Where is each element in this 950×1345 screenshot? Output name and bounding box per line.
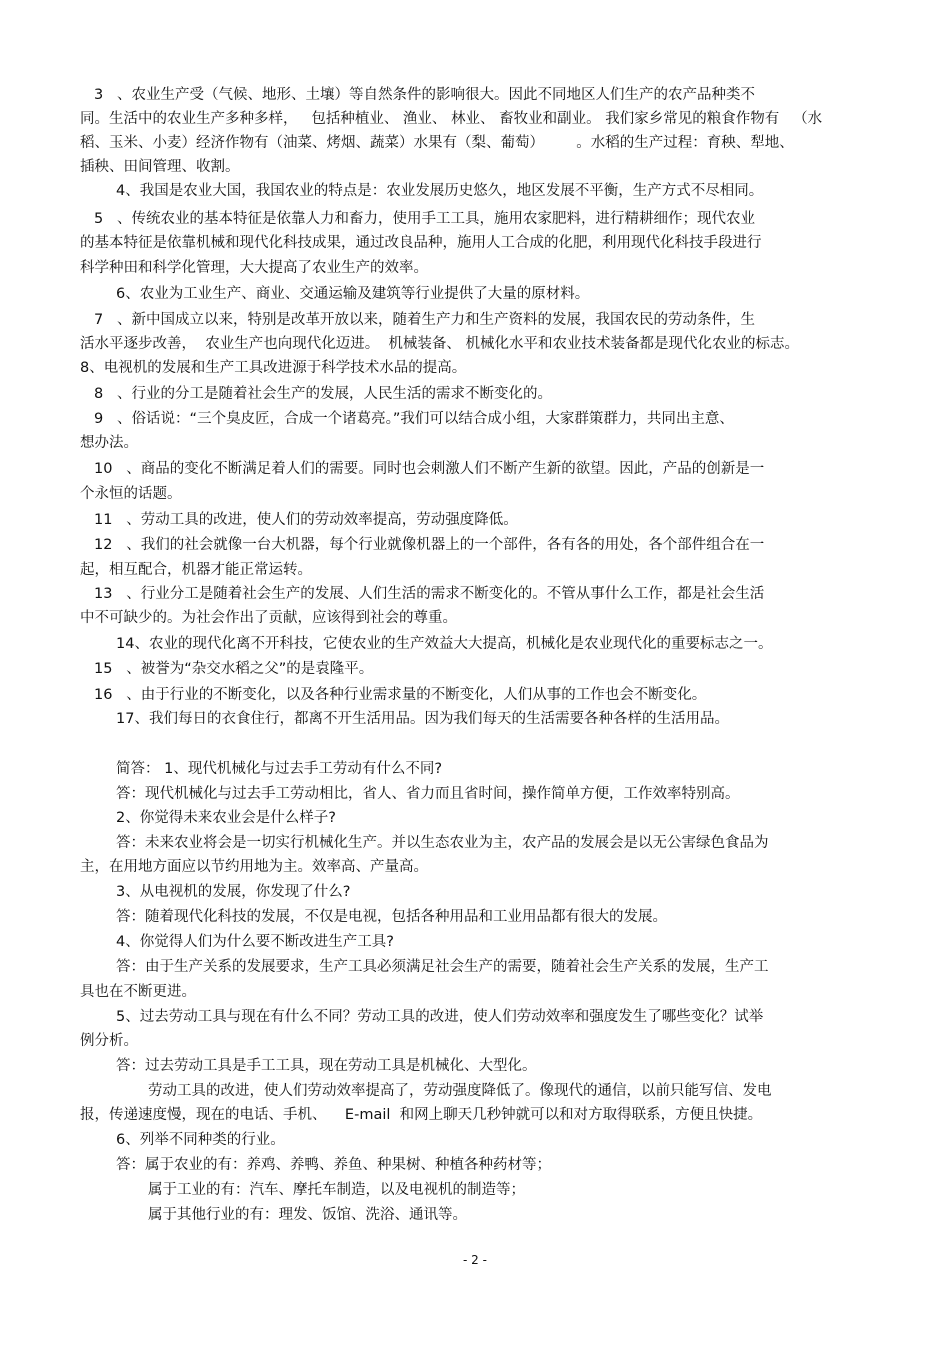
text-line: 8 、行业的分工是随着社会生产的发展，人民生活的需求不断变化的。 xyxy=(94,386,553,402)
text-line: 答：由于生产关系的发展要求，生产工具必须满足社会生产的需要，随着社会生产关系的发展，生产工 xyxy=(116,959,769,975)
text-line: 4、我国是农业大国，我国农业的特点是：农业发展历史悠久，地区发展不平衡，生产方式不尽相同。 xyxy=(116,183,764,199)
text-line: 属于其他行业的有：理发、饭馆、洗浴、通讯等。 xyxy=(148,1207,467,1223)
text-line: 14、农业的现代化离不开科技，它使农业的生产效益大大提高，机械化是农业现代化的重要标志之一。 xyxy=(116,636,773,652)
text-line: 报，传递速度慢，现在的电话、手机、 E-mail 和网上聊天几秒钟就可以和对方取得联系，方便且快捷。 xyxy=(80,1107,763,1123)
text-line: 5 、传统农业的基本特征是依靠人力和畜力，使用手工工具，施用农家肥料，进行精耕细作；现代农业 xyxy=(94,211,756,227)
text-line: 简答： 1、现代机械化与过去手工劳动有什么不同? xyxy=(116,761,443,777)
text-line: 5、过去劳动工具与现在有什么不同？劳动工具的改进，使人们劳动效率和强度发生了哪些变化？试举 xyxy=(116,1009,764,1025)
text-line: 17、我们每日的衣食住行，都离不开生活用品。因为我们每天的生活需要各种各样的生活用品。 xyxy=(116,711,729,727)
text-line: 答：现代机械化与过去手工劳动相比，省人、省力而且省时间，操作简单方便，工作效率特别高。 xyxy=(116,786,740,802)
text-line: 答：未来农业将会是一切实行机械化生产。并以生态农业为主，农产品的发展会是以无公害绿色食品为 xyxy=(116,835,769,851)
text-line: 10 、商品的变化不断满足着人们的需要。同时也会刺激人们不断产生新的欲望。因此，产品的创新是一 xyxy=(94,461,765,477)
text-line: 4、你觉得人们为什么要不断改进生产工具? xyxy=(116,934,394,950)
text-line: 具也在不断更进。 xyxy=(80,984,196,1000)
text-line: 稻、玉米、小麦）经济作物有（油菜、烤烟、蔬菜）水果有（梨、葡萄） 。水稻的生产过程：育秧、犁地、 xyxy=(80,135,794,151)
text-line: 同。生活中的农业生产多种多样， 包括种植业、 渔业、 林业、 畜牧业和副业。 我们家乡常见的粮食作物有 （水 xyxy=(80,111,823,127)
text-line: 16 、由于行业的不断变化，以及各种行业需求量的不断变化，人们从事的工作也会不断变化。 xyxy=(94,687,707,703)
text-line: 6、列举不同种类的行业。 xyxy=(116,1132,285,1148)
text-line: 答：过去劳动工具是手工工具，现在劳动工具是机械化、大型化。 xyxy=(116,1058,537,1074)
text-line: 3、从电视机的发展，你发现了什么? xyxy=(116,884,351,900)
text-line: 答：属于农业的有：养鸡、养鸭、养鱼、种果树、种植各种药材等； xyxy=(116,1157,551,1173)
text-line: 科学种田和科学化管理，大大提高了农业生产的效率。 xyxy=(80,260,428,276)
text-line: 活水平逐步改善， 农业生产也向现代化迈进。 机械装备、 机械化水平和农业技术装备都是现代化农业的标志。 xyxy=(80,336,800,352)
text-line: 11 、劳动工具的改进，使人们的劳动效率提高，劳动强度降低。 xyxy=(94,512,518,528)
text-line: 13 、行业分工是随着社会生产的发展、人们生活的需求不断变化的。不管从事什么工作，都是社会生活 xyxy=(94,586,765,602)
text-line: 2、你觉得未来农业会是什么样子? xyxy=(116,810,336,826)
text-line: 中不可缺少的。为社会作出了贡献，应该得到社会的尊重。 xyxy=(80,610,457,626)
text-line: 起，相互配合，机器才能正常运转。 xyxy=(80,562,312,578)
text-line: 9 、俗话说：“三个臭皮匠，合成一个诸葛亮。”我们可以结合成小组，大家群策群力，共同出主意、 xyxy=(94,411,734,427)
text-line: 答：随着现代化科技的发展，不仅是电视，包括各种用品和工业用品都有很大的发展。 xyxy=(116,909,667,925)
text-line: 3 、农业生产受（气候、地形、土壤）等自然条件的影响很大。因此不同地区人们生产的农产品种类不 xyxy=(94,87,756,103)
text-line: 插秧、田间管理、收割。 xyxy=(80,159,240,175)
text-line: 8、电视机的发展和生产工具改进源于科学技术水品的提高。 xyxy=(80,360,467,376)
text-line: 7 、新中国成立以来，特别是改革开放以来，随着生产力和生产资料的发展，我国农民的劳动条件，生 xyxy=(94,312,756,328)
text-line: 的基本特征是依靠机械和现代化科技成果，通过改良品种，施用人工合成的化肥，利用现代化科技手段进行 xyxy=(80,235,762,251)
text-line: 12 、我们的社会就像一台大机器，每个行业就像机器上的一个部件，各有各的用处，各个部件组合在一 xyxy=(94,537,765,553)
text-line: 想办法。 xyxy=(80,435,138,451)
text-line: 个永恒的话题。 xyxy=(80,486,182,502)
text-line: 6、农业为工业生产、商业、交通运输及建筑等行业提供了大量的原材料。 xyxy=(116,286,590,302)
page-number: - 2 - xyxy=(463,1253,487,1267)
text-line: 属于工业的有：汽车、摩托车制造，以及电视机的制造等； xyxy=(148,1182,525,1198)
text-line: 主，在用地方面应以节约用地为主。效率高、产量高。 xyxy=(80,859,428,875)
text-line: 劳动工具的改进，使人们劳动效率提高了，劳动强度降低了。像现代的通信，以前只能写信、发电 xyxy=(148,1083,772,1099)
text-line: 例分析。 xyxy=(80,1033,138,1049)
text-line: 15 、被誉为“杂交水稻之父”的是袁隆平。 xyxy=(94,661,374,677)
